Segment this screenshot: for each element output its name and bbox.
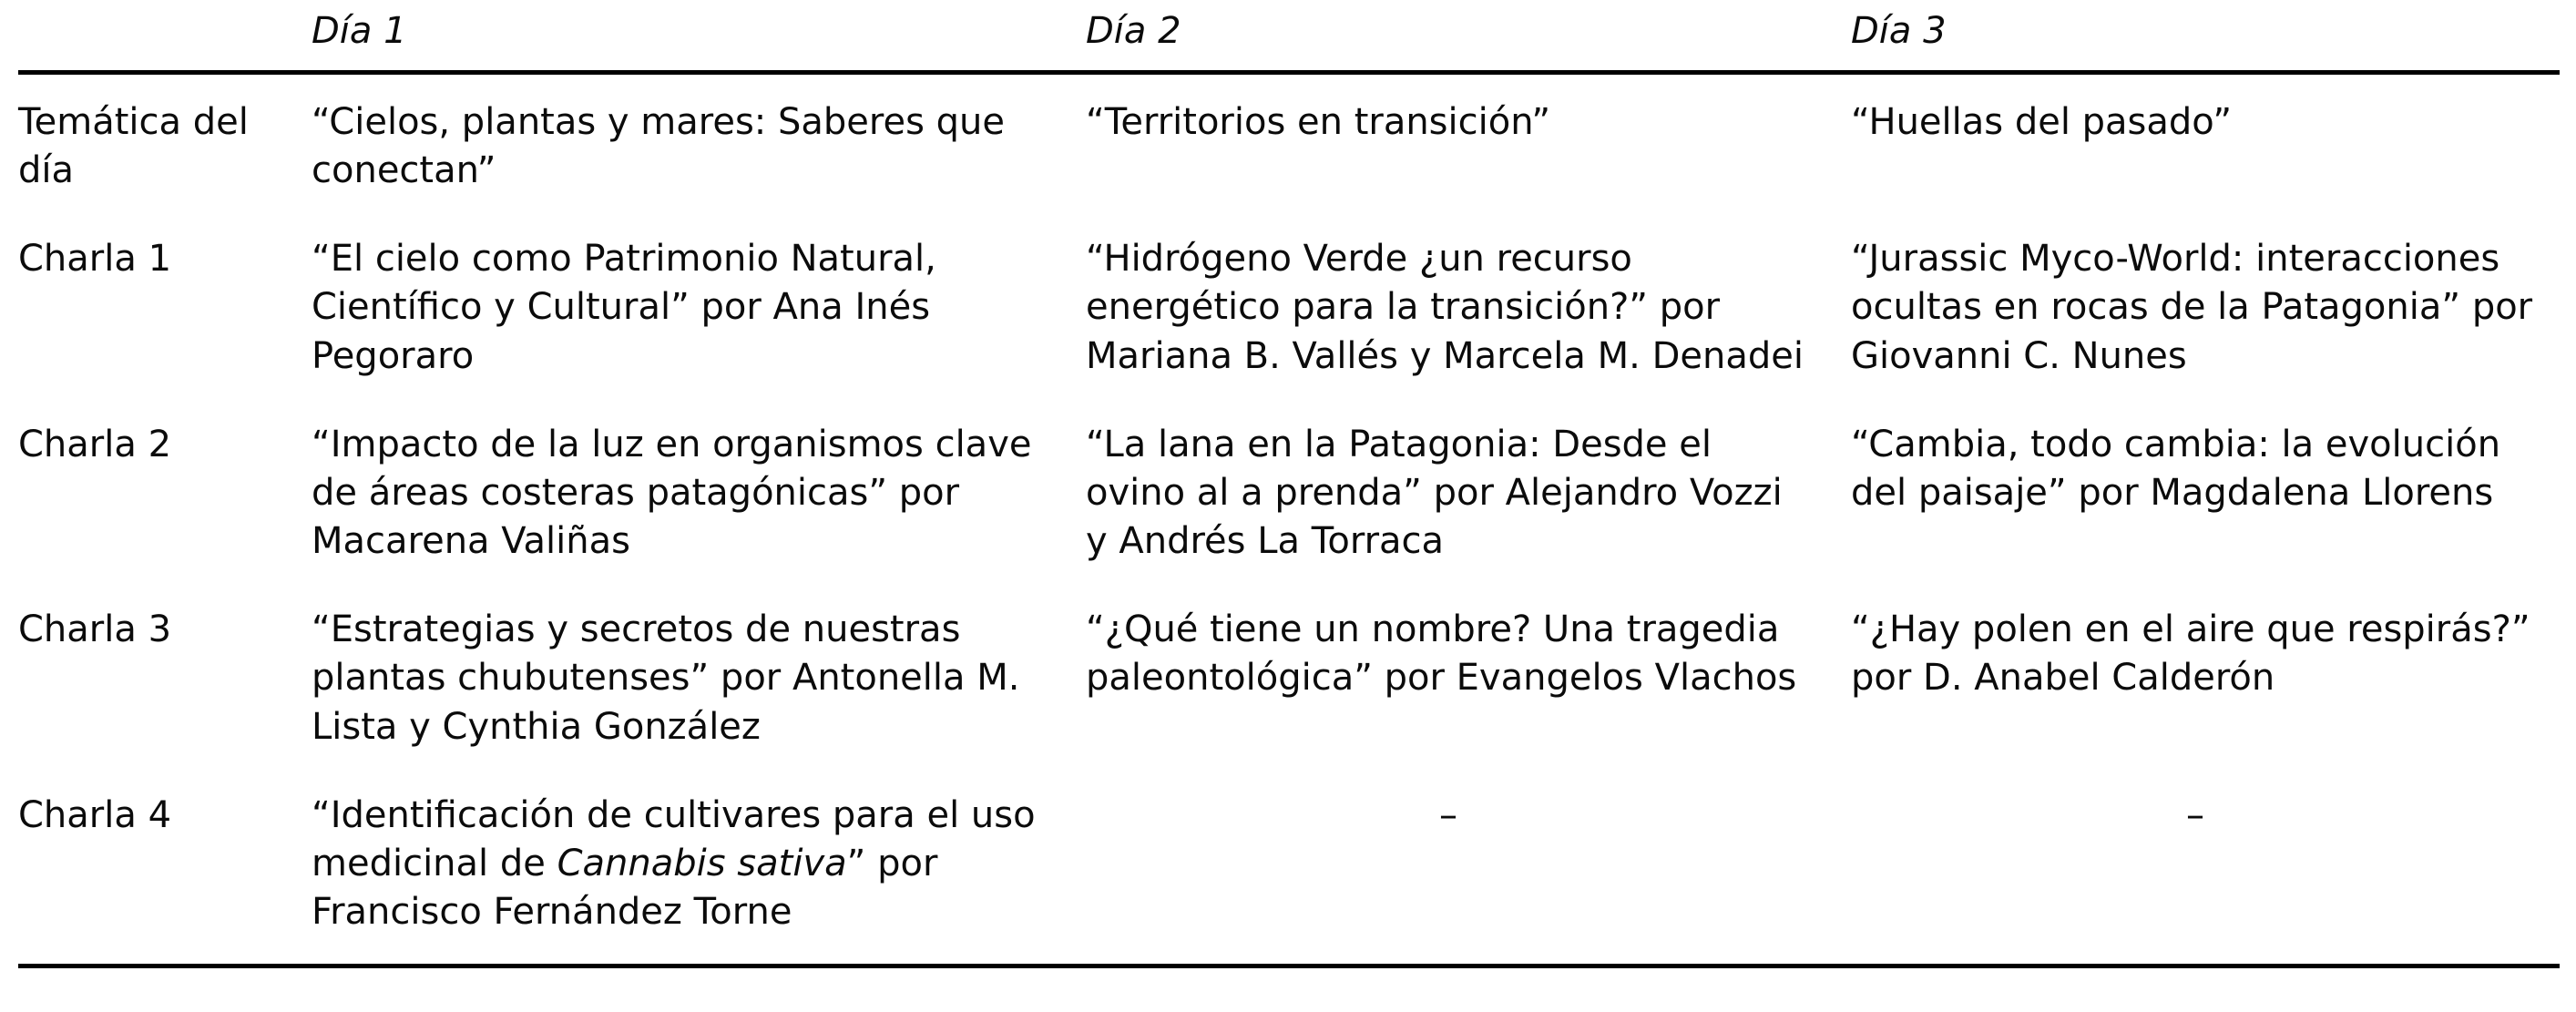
cell-dia-2: – — [1439, 793, 1457, 836]
cell-dia-3: “Jurassic Myco-World: interacciones ocultas en rocas de la Patagonia” por Giovanni C. Nunes — [1851, 238, 2533, 377]
header-dia-1: Día 1 — [312, 10, 407, 52]
schedule-table — [18, 0, 2560, 968]
cell-dia-3: – — [2186, 793, 2204, 836]
cell-dia-1: “Cielos, plantas y mares: Saberes que conectan” — [312, 100, 1005, 191]
table-body — [18, 72, 2560, 966]
cell-dia-3: “¿Hay polen en el aire que respirás?” por D. Anabel Calderón — [1851, 608, 2530, 700]
header-corner — [18, 0, 291, 72]
row-label: Charla 4 — [18, 793, 172, 836]
row-label: Charla 2 — [18, 423, 172, 465]
cell-dia-2: “La lana en la Patagonia: Desde el ovino al a prenda” por Alejandro Vozzi y Andrés La Torraca — [1086, 423, 1783, 563]
cell-dia-1: “Impacto de la luz en organismos clave de áreas costeras patagónicas” por Macarena Valiñas — [312, 423, 1032, 563]
row-label: Charla 3 — [18, 608, 172, 651]
table-row — [18, 215, 2560, 401]
table-row — [18, 586, 2560, 772]
cell-dia-3: “Huellas del pasado” — [1851, 100, 2233, 143]
cell-dia-2: “Territorios en transición” — [1086, 100, 1551, 143]
cell-text-part2: ” por Francisco Fernández Torne — [312, 843, 938, 934]
cell-dia-1: “Estrategias y secretos de nuestras plantas chubutenses” por Antonella M. Lista y Cynthia González — [312, 608, 1020, 748]
species-name: Cannabis sativa — [557, 843, 847, 885]
table-row — [18, 72, 2560, 215]
cell-dia-1 — [291, 772, 1066, 966]
table-row — [18, 401, 2560, 587]
cell-dia-2: “¿Qué tiene un nombre? Una tragedia paleontológica” por Evangelos Vlachos — [1086, 608, 1797, 700]
header-dia-3: Día 3 — [1851, 10, 1947, 52]
header-dia-2: Día 2 — [1086, 10, 1181, 52]
row-label: Temática del día — [18, 100, 249, 191]
table-row — [18, 772, 2560, 966]
cell-text-part1: “Identificación de cultivares para el uso medicinal de — [312, 793, 1036, 885]
cell-dia-1: “El cielo como Patrimonio Natural, Científico y Cultural” por Ana Inés Pegoraro — [312, 238, 936, 377]
header-row — [18, 0, 2560, 72]
cell-dia-3: “Cambia, todo cambia: la evolución del paisaje” por Magdalena Llorens — [1851, 423, 2501, 514]
row-label: Charla 1 — [18, 238, 172, 281]
table-header — [18, 0, 2560, 72]
cell-dia-2: “Hidrógeno Verde ¿un recurso energético para la transición?” por Mariana B. Vallés y Marcela M. Denadei — [1086, 238, 1804, 377]
